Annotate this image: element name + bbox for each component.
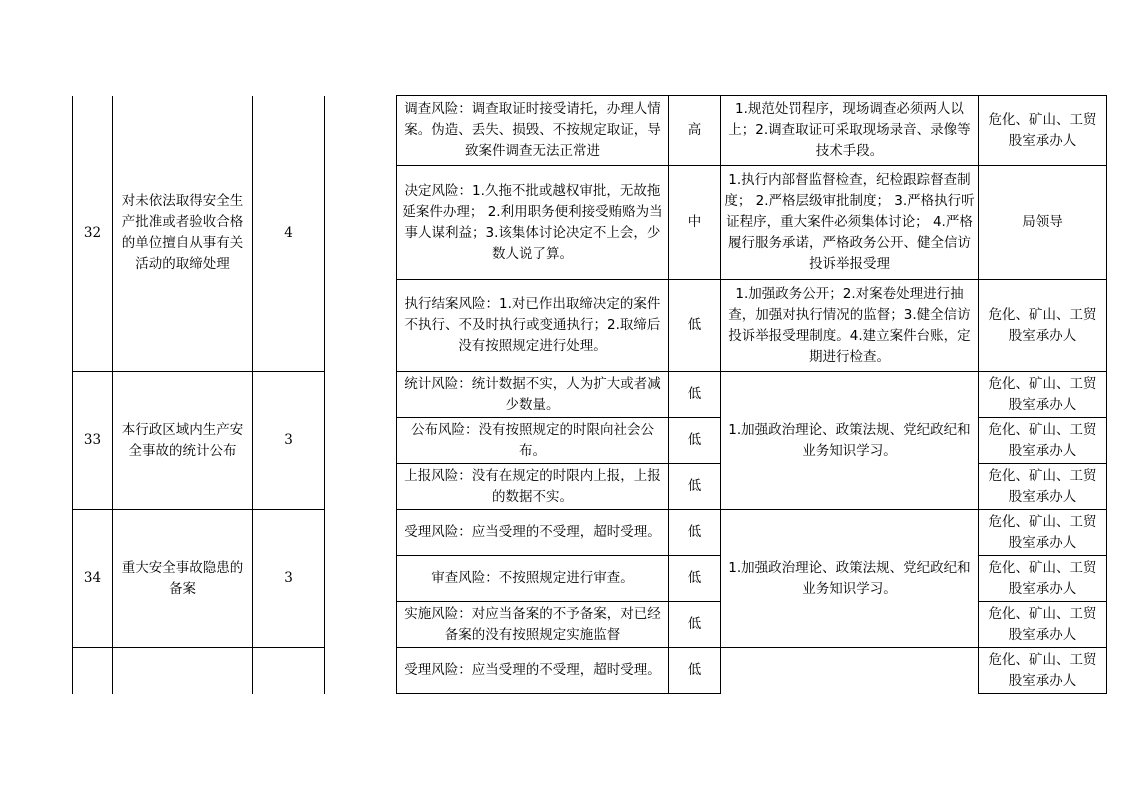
row-number: 32 [73, 96, 113, 372]
control-measure: 1.规范处罚程序，现场调查必须两人以上；2.调查取证可采取现场录音、录像等技术手段。 [721, 96, 979, 166]
risk-description: 受理风险：应当受理的不受理，超时受理。 [397, 510, 669, 556]
risk-level: 低 [669, 602, 721, 648]
risk-count [253, 648, 325, 694]
responsible-person: 局领导 [979, 166, 1107, 280]
row-number: 34 [73, 510, 113, 648]
control-measure: 1.执行内部督监督检查，纪检跟踪督查制度； 2.严格层级审批制度； 3.严格执行听证程序，重大案件必须集体讨论； 4.严格履行服务承诺，严格政务公开、健全信访投诉举报受理 [721, 166, 979, 280]
table-row [73, 96, 1107, 166]
responsible-person: 危化、矿山、工贸股室承办人 [979, 280, 1107, 372]
risk-count: 4 [253, 96, 325, 372]
risk-description: 受理风险：应当受理的不受理，超时受理。 [397, 648, 669, 694]
row-number [73, 648, 113, 694]
risk-description: 执行结案风险：1.对已作出取缔决定的案件不执行、不及时执行或变通执行；2.取缔后没有按照规定进行处理。 [397, 280, 669, 372]
item-name: 重大安全事故隐患的备案 [113, 510, 253, 648]
control-measure: 1.加强政治理论、政策法规、党纪政纪和业务知识学习。 [721, 510, 979, 648]
risk-level: 低 [669, 464, 721, 510]
table-row [73, 372, 1107, 418]
responsible-person: 危化、矿山、工贸股室承办人 [979, 556, 1107, 602]
responsible-person: 危化、矿山、工贸股室承办人 [979, 648, 1107, 694]
row-number: 33 [73, 372, 113, 510]
column-gap [325, 96, 397, 694]
responsible-person: 危化、矿山、工贸股室承办人 [979, 464, 1107, 510]
risk-level: 高 [669, 96, 721, 166]
risk-description: 决定风险：1.久拖不批或越权审批，无故拖延案件办理； 2.利用职务便利接受贿赂为当事人谋利益；3.该集体讨论决定不上会，少数人说了算。 [397, 166, 669, 280]
risk-table [72, 95, 1107, 694]
control-measure: 1.加强政治理论、政策法规、党纪政纪和业务知识学习。 [721, 372, 979, 510]
risk-description: 实施风险：对应当备案的不予备案，对已经备案的没有按照规定实施监督 [397, 602, 669, 648]
table-row [73, 648, 1107, 694]
responsible-person: 危化、矿山、工贸股室承办人 [979, 418, 1107, 464]
risk-level: 中 [669, 166, 721, 280]
risk-description: 调查风险：调查取证时接受请托，办理人情案。伪造、丢失、损毁、不按规定取证，导致案件调查无法正常进 [397, 96, 669, 166]
responsible-person: 危化、矿山、工贸股室承办人 [979, 372, 1107, 418]
responsible-person: 危化、矿山、工贸股室承办人 [979, 510, 1107, 556]
item-name: 对未依法取得安全生产批准或者验收合格的单位擅自从事有关活动的取缔处理 [113, 96, 253, 372]
risk-description: 公布风险：没有按照规定的时限向社会公布。 [397, 418, 669, 464]
responsible-person: 危化、矿山、工贸股室承办人 [979, 96, 1107, 166]
risk-description: 上报风险：没有在规定的时限内上报，上报的数据不实。 [397, 464, 669, 510]
item-name [113, 648, 253, 694]
risk-description: 统计风险：统计数据不实，人为扩大或者减少数量。 [397, 372, 669, 418]
risk-level: 低 [669, 556, 721, 602]
risk-level: 低 [669, 418, 721, 464]
control-measure [721, 648, 979, 694]
risk-count: 3 [253, 510, 325, 648]
risk-count: 3 [253, 372, 325, 510]
control-measure: 1.加强政务公开；2.对案卷处理进行抽查，加强对执行情况的监督；3.健全信访投诉举报受理制度。4.建立案件台账，定期进行检查。 [721, 280, 979, 372]
risk-level: 低 [669, 510, 721, 556]
risk-level: 低 [669, 648, 721, 694]
risk-level: 低 [669, 372, 721, 418]
item-name: 本行政区域内生产安全事故的统计公布 [113, 372, 253, 510]
responsible-person: 危化、矿山、工贸股室承办人 [979, 602, 1107, 648]
risk-description: 审查风险：不按照规定进行审查。 [397, 556, 669, 602]
table-row [73, 510, 1107, 556]
risk-level: 低 [669, 280, 721, 372]
